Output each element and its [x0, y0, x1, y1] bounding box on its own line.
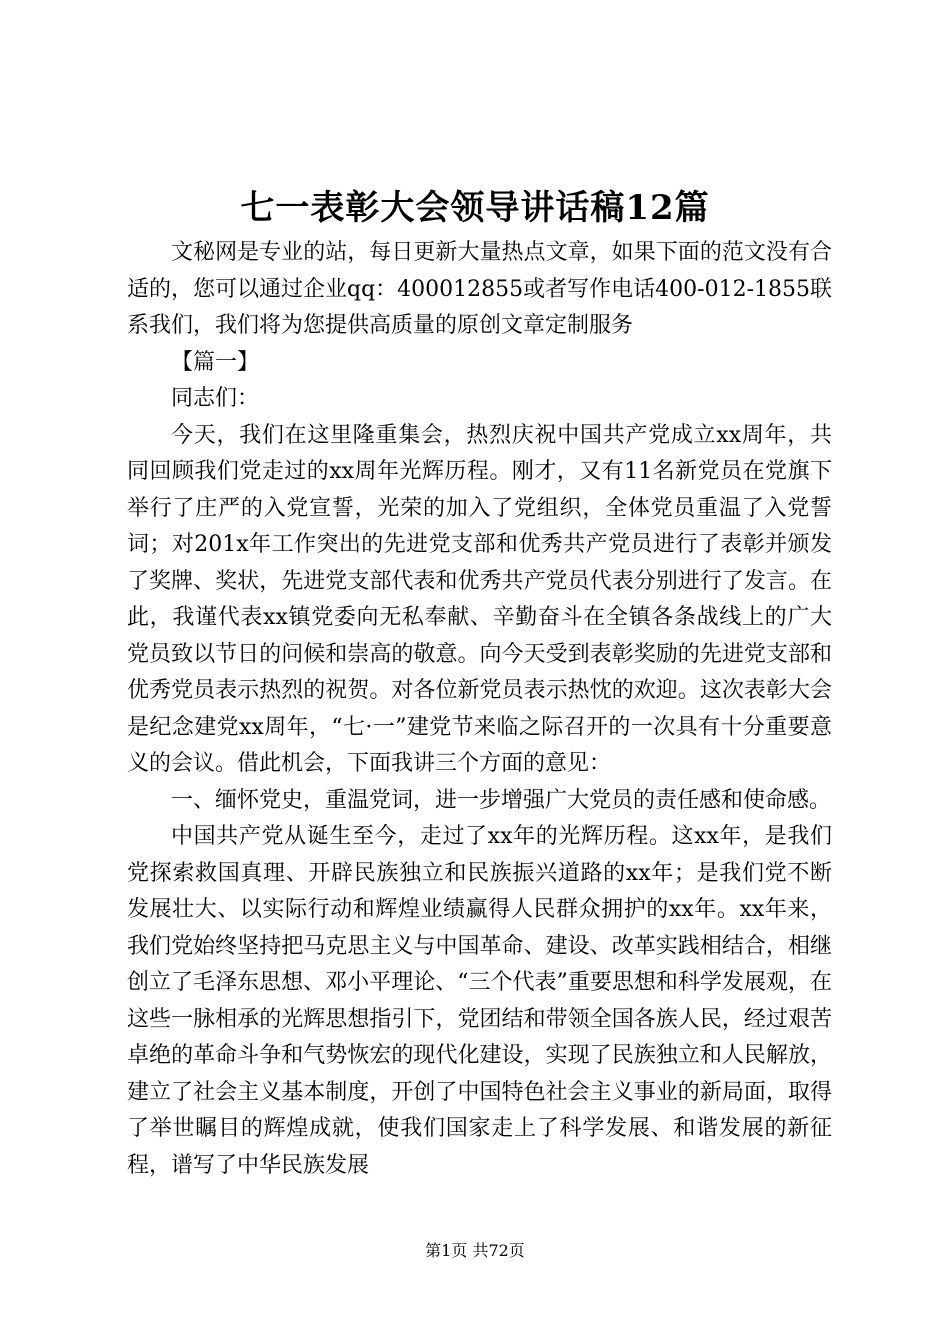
point-heading: 一、缅怀党史，重温党词，进一步增强广大党员的责任感和使命感。: [171, 787, 832, 813]
salutation: 同志们：: [171, 386, 260, 411]
document-body: [127, 235, 832, 1184]
body-paragraph: 今天，我们在这里隆重集会，热烈庆祝中国共产党成立xx周年，共同回顾我们党走过的xx周年光辉历程。刚才，又有11名新党员在党旗下举行了庄严的入党宣誓，光荣的加入了党组织，全体党员重温了入党誓词；对201x年工作突出的先进党支部和优秀共产党员进行了表彰并颁发了奖牌、奖状，先进党支部代表和优秀共产党员代表分别进行了发言。在此，我谨代表xx镇党委向无私奉献、辛勤奋斗在全镇各条战线上的广大党员致以节日的问候和崇高的敬意。向今天受到表彰奖励的先进党支部和优秀党员表示热烈的祝贺。对各位新党员表示热忱的欢迎。这次表彰大会是纪念建党xx周年，“七·一”建党节来临之际召开的一次具有十分重要意义的会议。借此机会，下面我讲三个方面的意见：: [127, 422, 832, 776]
intro-paragraph: 文秘网是专业的站，每日更新大量热点文章，如果下面的范文没有合适的，您可以通过企业qq：400012855或者写作电话400-012-1855联系我们，我们将为您提供高质量的原创文章定制服务: [127, 240, 832, 338]
section-heading: 【篇一】: [171, 349, 260, 375]
body-paragraph: 中国共产党从诞生至今，走过了xx年的光辉历程。这xx年，是我们党探索救国真理、开辟民族独立和民族振兴道路的xx年；是我们党不断发展壮大、以实际行动和辉煌业绩赢得人民群众拥护的xx年。xx年来，我们党始终坚持把马克思主义与中国革命、建设、改革实践相结合，相继创立了毛泽东思想、邓小平理论、“三个代表”重要思想和科学发展观，在这些一脉相承的光辉思想指引下，党团结和带领全国各族人民，经过艰苦卓绝的革命斗争和气势恢宏的现代化建设，实现了民族独立和人民解放，建立了社会主义基本制度，开创了中国特色社会主义事业的新局面，取得了举世瞩目的辉煌成就，使我们国家走上了科学发展、和谐发展的新征程，谱写了中华民族发展: [127, 824, 832, 1178]
document-title: 七一表彰大会领导讲话稿12篇: [240, 188, 710, 228]
page-footer: 第1页 共72页: [425, 1241, 525, 1260]
